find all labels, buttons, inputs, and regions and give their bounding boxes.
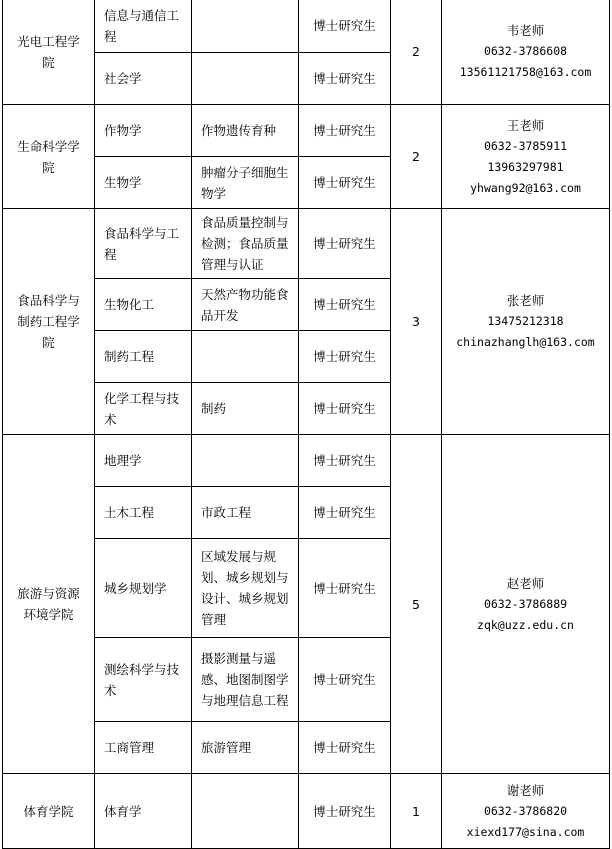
college-name: 体育学院 xyxy=(3,774,95,849)
contact-name: 王老师 xyxy=(506,117,545,133)
contact-cell xyxy=(442,105,610,209)
major-cell: 制药工程 xyxy=(95,331,192,383)
degree-cell: 博士研究生 xyxy=(299,539,391,638)
contact-cell xyxy=(442,774,610,849)
direction-cell: 制药 xyxy=(192,383,299,435)
position-count: 2 xyxy=(391,105,442,209)
college-name: 生命科学学院 xyxy=(3,105,95,209)
direction-cell: 食品质量控制与检测；食品质量管理与认证 xyxy=(192,209,299,279)
major-cell: 城乡规划学 xyxy=(95,539,192,638)
table-row xyxy=(3,209,610,279)
college-name: 旅游与资源环境学院 xyxy=(3,435,95,774)
major-cell: 工商管理 xyxy=(95,722,192,774)
degree-cell: 博士研究生 xyxy=(299,383,391,435)
contact-mobile: 13475212318 xyxy=(487,314,564,328)
contact-cell xyxy=(442,209,610,435)
contact-phone: 0632-3786889 xyxy=(483,596,568,611)
position-count: 2 xyxy=(391,0,442,105)
degree-cell: 博士研究生 xyxy=(299,279,391,331)
direction-cell: 市政工程 xyxy=(192,487,299,539)
direction-cell xyxy=(192,53,299,105)
major-cell: 作物学 xyxy=(95,105,192,157)
contact-cell xyxy=(442,0,610,105)
contact-phone: 0632-3786820 xyxy=(483,803,568,818)
direction-cell xyxy=(192,0,299,53)
contact-email: yhwang92@163.com xyxy=(470,180,581,195)
contact-name: 赵老师 xyxy=(506,575,545,591)
major-cell: 化学工程与技术 xyxy=(95,383,192,435)
college-name: 光电工程学院 xyxy=(3,0,95,105)
direction-cell xyxy=(192,774,299,849)
degree-cell: 博士研究生 xyxy=(299,435,391,487)
major-cell: 体育学 xyxy=(95,774,192,849)
position-count: 5 xyxy=(391,435,442,774)
major-cell: 土木工程 xyxy=(95,487,192,539)
direction-cell xyxy=(192,435,299,487)
contact-name: 韦老师 xyxy=(506,23,545,38)
major-cell: 社会学 xyxy=(95,53,192,105)
degree-cell: 博士研究生 xyxy=(299,487,391,539)
contact-email: xiexd177@sina.com xyxy=(466,824,585,839)
contact-phone: 0632-3786608 xyxy=(483,44,568,58)
direction-cell: 肿瘤分子细胞生物学 xyxy=(192,157,299,209)
college-name: 食品科学与制药工程学院 xyxy=(3,209,95,435)
table-row xyxy=(3,435,610,487)
direction-cell: 天然产物功能食品开发 xyxy=(192,279,299,331)
degree-cell: 博士研究生 xyxy=(299,774,391,849)
contact-phone: 0632-3785911 xyxy=(483,138,568,153)
direction-cell: 旅游管理 xyxy=(192,722,299,774)
major-cell: 测绘科学与技术 xyxy=(95,638,192,722)
major-cell: 地理学 xyxy=(95,435,192,487)
table-row xyxy=(3,774,610,849)
direction-cell: 摄影测量与遥感、地图制图学与地理信息工程 xyxy=(192,638,299,722)
major-cell: 生物学 xyxy=(95,157,192,209)
contact-cell xyxy=(442,435,610,774)
degree-cell: 博士研究生 xyxy=(299,0,391,53)
position-count: 1 xyxy=(391,774,442,849)
major-cell: 生物化工 xyxy=(95,279,192,331)
position-count: 3 xyxy=(391,209,442,435)
direction-cell xyxy=(192,331,299,383)
table-row xyxy=(3,105,610,157)
degree-cell: 博士研究生 xyxy=(299,722,391,774)
direction-cell: 区域发展与规划、城乡规划与设计、城乡规划管理 xyxy=(192,539,299,638)
major-cell: 食品科学与工程 xyxy=(95,209,192,279)
contact-name: 张老师 xyxy=(506,293,545,308)
degree-cell: 博士研究生 xyxy=(299,638,391,722)
contact-name: 谢老师 xyxy=(506,782,545,798)
contact-mobile: 13963297981 xyxy=(487,159,564,174)
contact-email: chinazhanglh@163.com xyxy=(456,335,595,349)
recruitment-table xyxy=(2,0,610,849)
major-cell: 信息与通信工程 xyxy=(95,0,192,53)
degree-cell: 博士研究生 xyxy=(299,157,391,209)
degree-cell: 博士研究生 xyxy=(299,105,391,157)
degree-cell: 博士研究生 xyxy=(299,53,391,105)
degree-cell: 博士研究生 xyxy=(299,331,391,383)
table-row xyxy=(3,0,610,53)
contact-email: 13561121758@163.com xyxy=(459,65,592,79)
degree-cell: 博士研究生 xyxy=(299,209,391,279)
direction-cell: 作物遗传育种 xyxy=(192,105,299,157)
contact-email: zqk@uzz.edu.cn xyxy=(477,617,574,632)
